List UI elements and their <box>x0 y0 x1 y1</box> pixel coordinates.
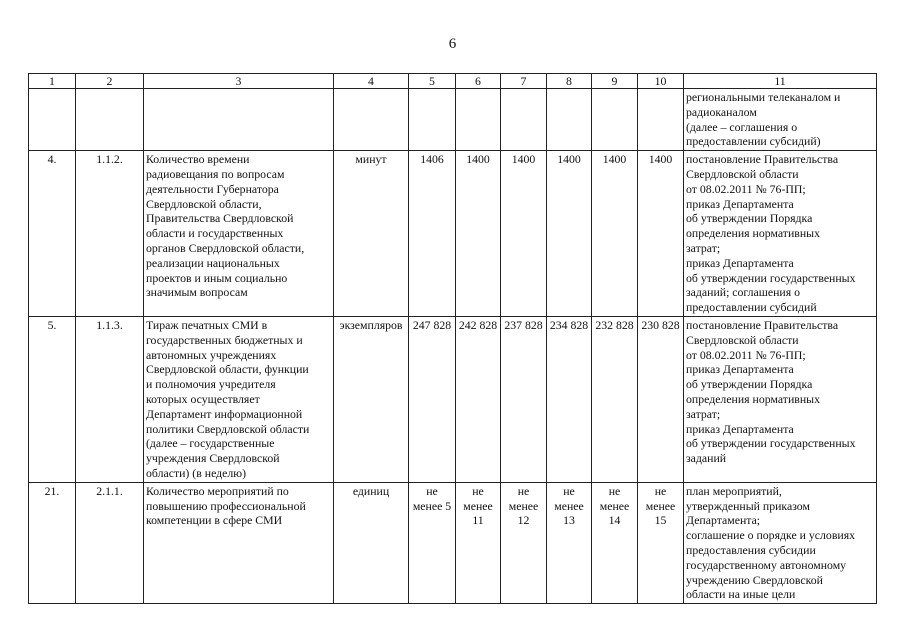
value-cell: 232 828 <box>592 316 638 482</box>
table-row <box>29 151 877 317</box>
value-cell <box>592 89 638 151</box>
value-cell: 247 828 <box>409 316 456 482</box>
indicator-code-cell: 2.1.1. <box>76 482 144 603</box>
column-number: 4 <box>334 74 409 89</box>
value-cell <box>456 89 501 151</box>
column-number: 2 <box>76 74 144 89</box>
row-number-cell: 5. <box>29 316 76 482</box>
value-cell: 1400 <box>456 151 501 317</box>
unit-cell: единиц <box>334 482 409 603</box>
value-cell: 230 828 <box>638 316 684 482</box>
column-number: 1 <box>29 74 76 89</box>
column-number: 11 <box>684 74 877 89</box>
column-number: 8 <box>547 74 592 89</box>
indicator-code-cell: 1.1.2. <box>76 151 144 317</box>
column-number: 3 <box>144 74 334 89</box>
source-cell: региональными телеканалом и радиоканалом (далее – соглашения о предоставлении субсидий) <box>684 89 877 151</box>
value-cell: не менее 14 <box>592 482 638 603</box>
page-number: 6 <box>448 36 457 52</box>
column-number: 9 <box>592 74 638 89</box>
value-cell <box>409 89 456 151</box>
source-cell: план мероприятий, утвержденный приказом Департамента; соглашение о порядке и условиях предоставления субсидии государственному автономному учреждению Свердловской области на иные цели <box>684 482 877 603</box>
value-cell <box>501 89 547 151</box>
unit-cell: минут <box>334 151 409 317</box>
unit-cell: экземпляров <box>334 316 409 482</box>
indicator-code-cell <box>76 89 144 151</box>
value-cell <box>547 89 592 151</box>
value-cell: 237 828 <box>501 316 547 482</box>
value-cell: 1400 <box>638 151 684 317</box>
indicator-name-cell: Количество времени радиовещания по вопросам деятельности Губернатора Свердловской области, Правительства Свердловской области и государственных органов Свердловской области, реализации национальных проектов и иным социально значимым вопросам <box>144 151 334 317</box>
column-number-row <box>29 74 877 89</box>
column-number: 10 <box>638 74 684 89</box>
column-number: 6 <box>456 74 501 89</box>
value-cell: не менее 13 <box>547 482 592 603</box>
row-number-cell: 21. <box>29 482 76 603</box>
indicator-code-cell: 1.1.3. <box>76 316 144 482</box>
value-cell: 242 828 <box>456 316 501 482</box>
row-number-cell <box>29 89 76 151</box>
unit-cell <box>334 89 409 151</box>
indicator-name-cell <box>144 89 334 151</box>
value-cell: не менее 15 <box>638 482 684 603</box>
column-number: 7 <box>501 74 547 89</box>
value-cell: не менее 5 <box>409 482 456 603</box>
value-cell: 1406 <box>409 151 456 317</box>
value-cell: 1400 <box>547 151 592 317</box>
value-cell: 1400 <box>501 151 547 317</box>
value-cell: не менее 12 <box>501 482 547 603</box>
indicators-table <box>28 73 877 604</box>
row-number-cell: 4. <box>29 151 76 317</box>
source-cell: постановление Правительства Свердловской области от 08.02.2011 № 76-ПП; приказ Департамента об утверждении Порядка определения нормативных затрат; приказ Департамента об утверждении государственных заданий; соглашения о предоставлении субсидий <box>684 151 877 317</box>
source-cell: постановление Правительства Свердловской области от 08.02.2011 № 76-ПП; приказ Департамента об утверждении Порядка определения нормативных затрат; приказ Департамента об утверждении государственных заданий <box>684 316 877 482</box>
table-row <box>29 316 877 482</box>
indicator-name-cell: Тираж печатных СМИ в государственных бюджетных и автономных учреждениях Свердловской области, функции и полномочия учредителя которых осуществляет Департамент информационной политики Свердловской области (далее – государственные учреждения Свердловской области) (в неделю) <box>144 316 334 482</box>
table-row <box>29 482 877 603</box>
value-cell <box>638 89 684 151</box>
column-number: 5 <box>409 74 456 89</box>
indicator-name-cell: Количество мероприятий по повышению профессиональной компетенции в сфере СМИ <box>144 482 334 603</box>
value-cell: не менее 11 <box>456 482 501 603</box>
table-row <box>29 89 877 151</box>
value-cell: 1400 <box>592 151 638 317</box>
value-cell: 234 828 <box>547 316 592 482</box>
